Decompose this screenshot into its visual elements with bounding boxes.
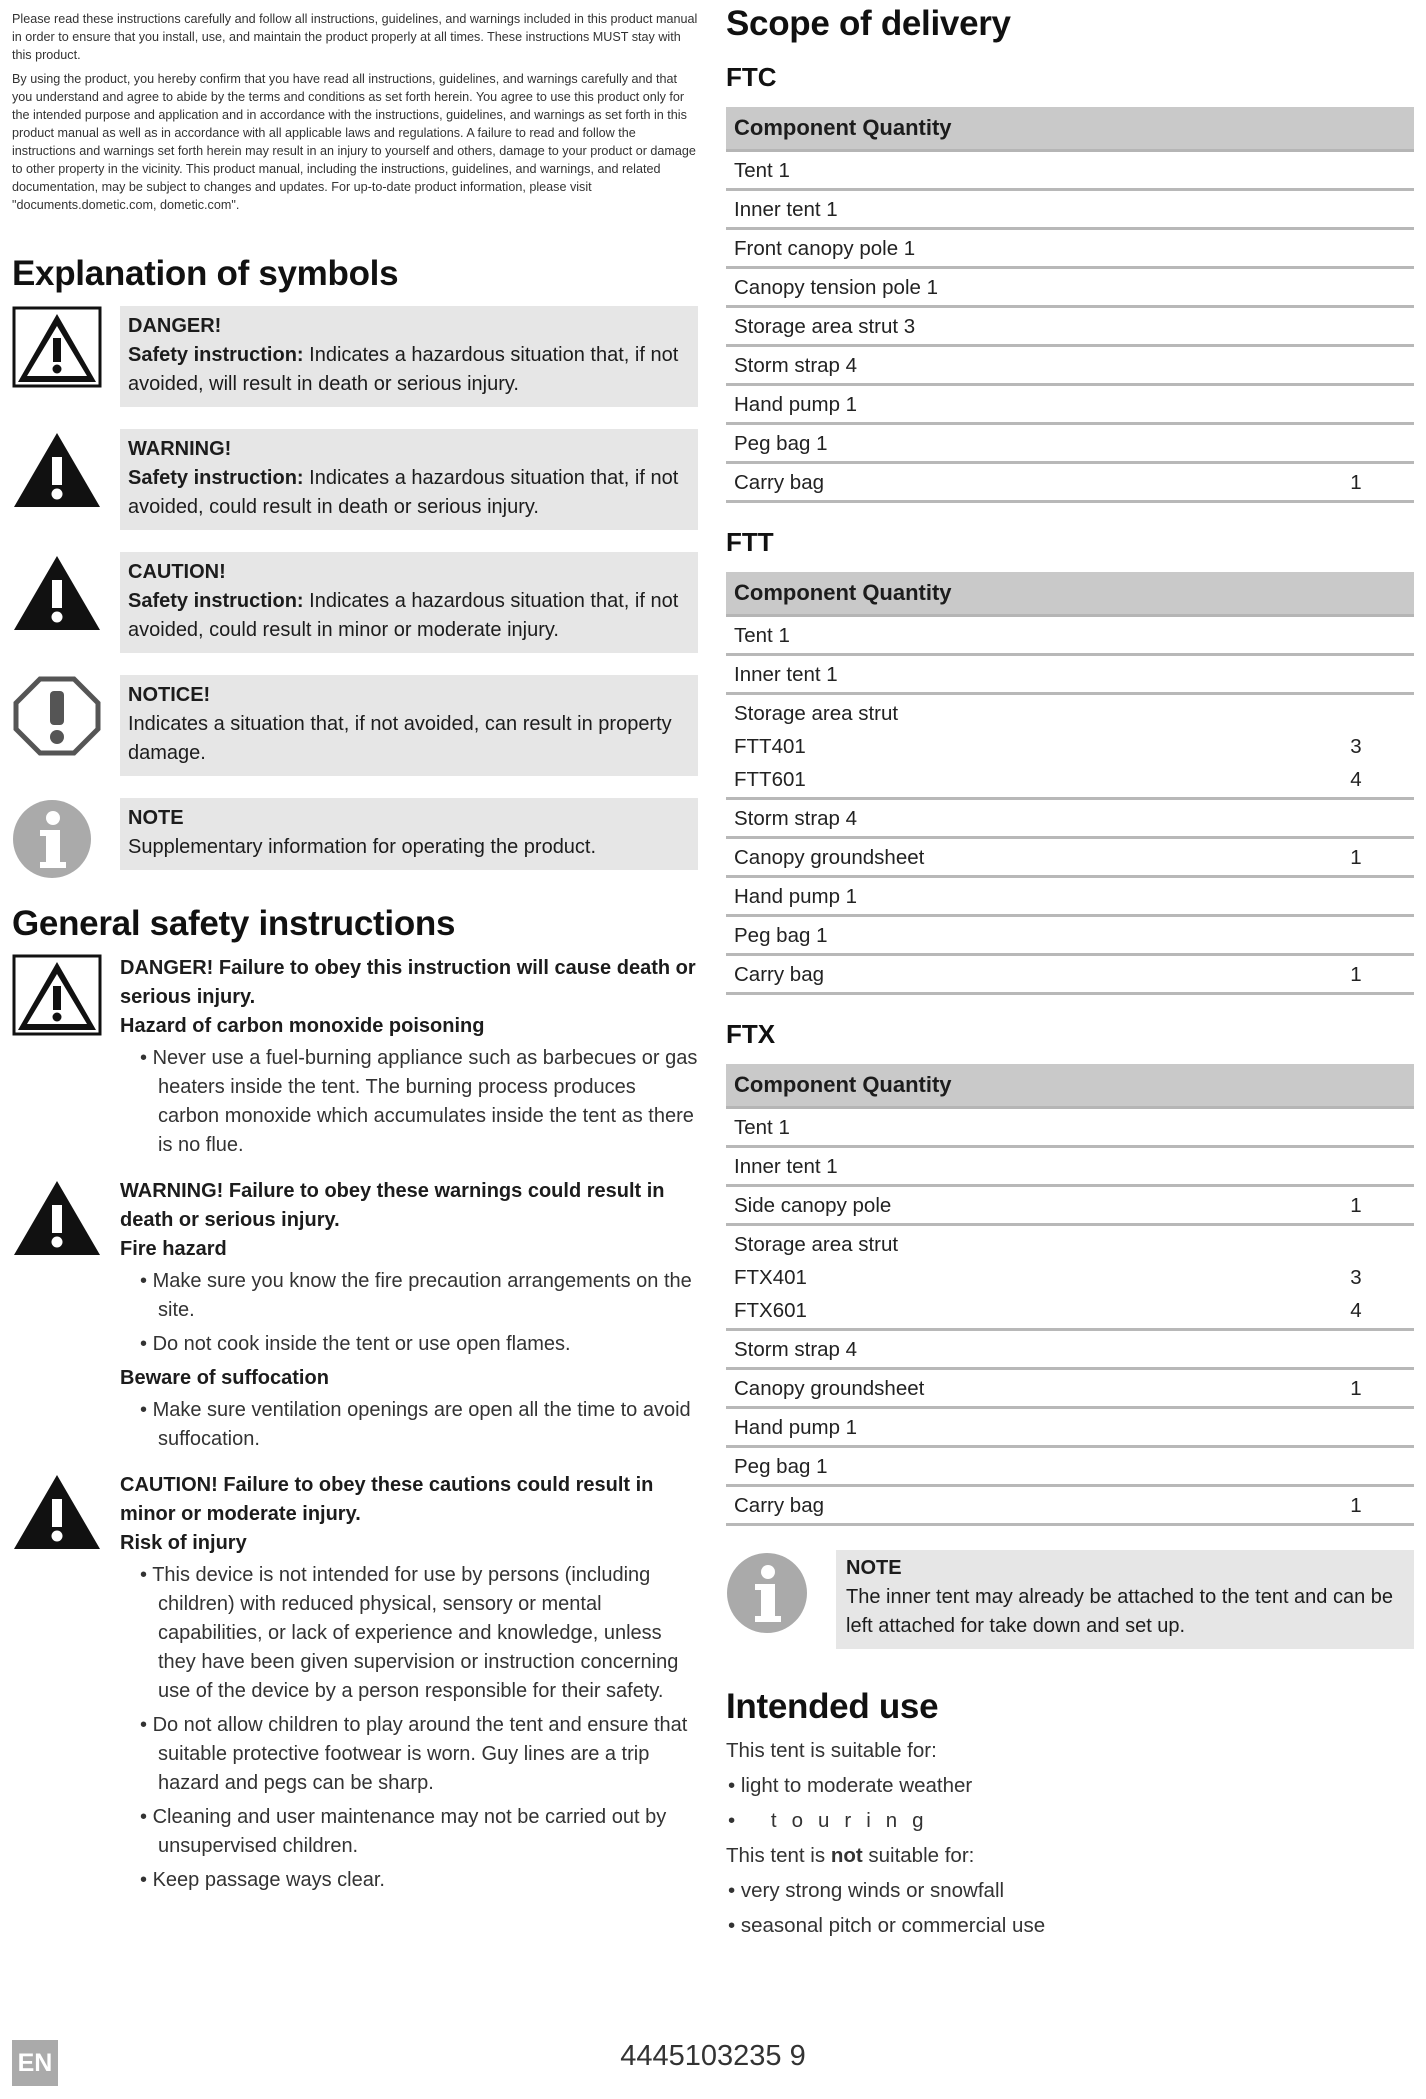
table-row [726, 617, 1414, 656]
table-row [726, 800, 1414, 839]
cell-component: Hand pump 1 [734, 393, 858, 416]
safety-warning-sub1: Fire hazard [120, 1238, 227, 1260]
safety-danger-bullet: • Never use a fuel-burning appliance such as barbecues or gas heaters inside the tent. The burning process produces carbon monoxide which accumulates inside the tent as there is no flue. [120, 1044, 698, 1160]
ftx-heading: FTX [726, 1019, 776, 1049]
cell-quantity [1306, 354, 1406, 378]
safety-warning [12, 1177, 698, 1459]
table-row [726, 464, 1414, 503]
cell-component: Carry bag [734, 471, 825, 494]
not-suitable-item-2: • seasonal pitch or commercial use [726, 1912, 1414, 1939]
table-row [726, 1148, 1414, 1187]
symbol-note-box [120, 798, 698, 870]
table-row [726, 695, 1414, 728]
ftc-table-header: Component Quantity [726, 107, 1414, 152]
intro-text [12, 10, 698, 214]
cell-quantity [1306, 432, 1406, 456]
table-row [726, 386, 1414, 425]
safety-caution-sub: Risk of injury [120, 1532, 247, 1554]
note-text: Supplementary information for operating the product. [128, 836, 597, 858]
table-row [726, 1109, 1414, 1148]
cell-component: Front canopy pole 1 [734, 237, 916, 260]
cell-component: FTT601 [734, 768, 806, 791]
symbol-danger [12, 306, 698, 407]
right-column [726, 4, 1414, 1947]
intended-use-heading: Intended use [726, 1687, 939, 1726]
caution-text: Indicates a hazardous situation that, if not avoided, could result in minor or moderate injury. [128, 590, 679, 641]
cell-quantity: 1 [1350, 471, 1362, 494]
cell-component: Storm strap 4 [734, 807, 858, 830]
cell-quantity: 4 [1350, 768, 1362, 791]
cell-quantity [1306, 315, 1406, 339]
table-row [726, 425, 1414, 464]
suitable-item-2: • touring [726, 1807, 1414, 1834]
table-row [726, 917, 1414, 956]
intended-use-section [726, 1737, 1414, 1939]
table-row [726, 761, 1414, 800]
table-row [726, 839, 1414, 878]
cell-component: Side canopy pole [734, 1194, 892, 1217]
not-suitable-intro [726, 1842, 1414, 1869]
ftx-table-header: Component Quantity [726, 1064, 1414, 1109]
caution-triangle-icon [12, 1471, 102, 1553]
danger-text: Indicates a hazardous situation that, if not avoided, will result in death or serious injury. [128, 344, 679, 395]
table-row [726, 308, 1414, 347]
cell-quantity [1306, 198, 1406, 222]
not-suitable-item-1: • very strong winds or snowfall [726, 1877, 1414, 1904]
suitable-intro: This tent is suitable for: [726, 1739, 937, 1762]
warning-head: WARNING! [128, 438, 232, 460]
ftt-table [726, 572, 1414, 995]
cell-component: Tent 1 [734, 624, 790, 647]
cell-component: Peg bag 1 [734, 432, 828, 455]
safety-caution-head: CAUTION! Failure to obey these cautions could result in minor or moderate injury. [120, 1474, 654, 1525]
cell-component: Tent 1 [734, 1116, 790, 1139]
cell-component: FTX601 [734, 1299, 807, 1322]
left-column [12, 10, 698, 1912]
cell-quantity: 1 [1350, 1194, 1362, 1217]
ftc-heading: FTC [726, 62, 777, 92]
symbol-caution-box [120, 552, 698, 653]
cell-component: Canopy groundsheet [734, 846, 925, 869]
warning-label: Safety instruction: [128, 467, 304, 489]
info-icon [12, 798, 102, 880]
suitable-item-1: • light to moderate weather [726, 1772, 1414, 1799]
cell-component: Canopy groundsheet [734, 1377, 925, 1400]
warning-triangle-icon [12, 429, 102, 511]
cell-quantity: 1 [1350, 1494, 1362, 1517]
cell-component: Canopy tension pole 1 [734, 276, 939, 299]
cell-component: FTT401 [734, 735, 806, 758]
scope-note-box [836, 1550, 1414, 1649]
table-row [726, 1331, 1414, 1370]
table-row [726, 269, 1414, 308]
symbol-caution [12, 552, 698, 653]
notice-text: Indicates a situation that, if not avoided, can result in property damage. [128, 713, 672, 764]
symbol-note [12, 798, 698, 880]
symbols-heading: Explanation of symbols [12, 254, 399, 293]
cell-quantity [1306, 159, 1406, 183]
safety-warning-body [120, 1177, 698, 1459]
ftc-table [726, 107, 1414, 503]
caution-triangle-icon [12, 552, 102, 634]
ftt-heading: FTT [726, 527, 774, 557]
safety-caution-bullet-4: • Keep passage ways clear. [120, 1866, 698, 1895]
cell-component: Storage area strut [734, 702, 899, 725]
ftt-table-header: Component Quantity [726, 572, 1414, 617]
cell-component: Peg bag 1 [734, 1455, 828, 1478]
not-suitable-pre: This tent is [726, 1844, 831, 1867]
symbol-warning [12, 429, 698, 530]
cell-quantity [1306, 237, 1406, 261]
cell-quantity: 3 [1350, 735, 1362, 758]
safety-warning-bullet-3: • Make sure ventilation openings are open all the time to avoid suffocation. [120, 1396, 698, 1454]
notice-octagon-icon [12, 675, 102, 757]
table-row [726, 1487, 1414, 1526]
table-row [726, 1226, 1414, 1259]
cell-component: Inner tent 1 [734, 1155, 838, 1178]
ftx-table [726, 1064, 1414, 1526]
caution-head: CAUTION! [128, 561, 226, 583]
table-row [726, 230, 1414, 269]
symbol-danger-box [120, 306, 698, 407]
table-row [726, 1259, 1414, 1292]
cell-component: Storage area strut [734, 1233, 899, 1256]
safety-caution-bullet-2: • Do not allow children to play around the tent and ensure that suitable protective footwear is worn. Guy lines are a trip hazard and pegs can be sharp. [120, 1711, 698, 1798]
not-suitable-bold: not [830, 1844, 863, 1867]
table-row [726, 878, 1414, 917]
table-row [726, 1370, 1414, 1409]
safety-caution [12, 1471, 698, 1900]
symbol-notice-box [120, 675, 698, 776]
cell-component: Carry bag [734, 963, 825, 986]
safety-warning-head: WARNING! Failure to obey these warnings could result in death or serious injury. [120, 1180, 665, 1231]
safety-warning-sub2: Beware of suffocation [120, 1367, 329, 1389]
ftc-table-body [726, 152, 1414, 503]
cell-component: Hand pump 1 [734, 1416, 858, 1439]
safety-caution-body [120, 1471, 698, 1900]
scope-note [726, 1550, 1414, 1649]
cell-component: Storage area strut 3 [734, 315, 916, 338]
cell-quantity: 3 [1350, 1266, 1362, 1289]
scope-note-text: The inner tent may already be attached to the tent and can be left attached for take down and set up. [846, 1586, 1394, 1637]
scope-heading: Scope of delivery [726, 4, 1011, 43]
not-suitable-post: suitable for: [862, 1844, 975, 1867]
safety-caution-bullet-3: • Cleaning and user maintenance may not be carried out by unsupervised children. [120, 1803, 698, 1861]
symbol-notice [12, 675, 698, 776]
danger-warning-icon [12, 306, 102, 388]
safety-caution-bullet-1: • This device is not intended for use by persons (including children) with reduced physical, sensory or mental capabilities, or lack of experience and knowledge, unless they have been given supervision or instruction concerning use of the device by a person responsible for their safety. [120, 1561, 698, 1706]
cell-component: Storm strap 4 [734, 1338, 858, 1361]
cell-quantity: 1 [1350, 963, 1362, 986]
info-icon [726, 1552, 808, 1634]
table-row [726, 152, 1414, 191]
safety-warning-bullet-2: • Do not cook inside the tent or use open flames. [120, 1330, 698, 1359]
cell-component: Peg bag 1 [734, 924, 828, 947]
cell-component: FTX401 [734, 1266, 807, 1289]
symbol-warning-box [120, 429, 698, 530]
safety-danger-body [120, 954, 698, 1165]
warning-triangle-icon [12, 1177, 102, 1259]
cell-quantity [1306, 393, 1406, 417]
table-row [726, 656, 1414, 695]
language-badge: EN [12, 2040, 58, 2086]
danger-warning-icon [12, 954, 102, 1036]
safety-danger [12, 954, 698, 1165]
table-row [726, 1292, 1414, 1331]
safety-danger-sub: Hazard of carbon monoxide poisoning [120, 1015, 485, 1037]
danger-head: DANGER! [128, 315, 222, 337]
cell-quantity: 4 [1350, 1299, 1362, 1322]
cell-component: Storm strap 4 [734, 354, 858, 377]
intro-paragraph-1: Please read these instructions carefully and follow all instructions, guidelines, and warnings included in this product manual in order to ensure that you install, use, and maintain the product properly at all times. These instructions MUST stay with this product. [12, 12, 698, 62]
safety-warning-bullet-1: • Make sure you know the fire precaution arrangements on the site. [120, 1267, 698, 1325]
table-row [726, 1448, 1414, 1487]
document-id: 4445103235 9 [620, 2040, 806, 2072]
scope-note-head: NOTE [846, 1557, 902, 1579]
safety-heading: General safety instructions [12, 904, 456, 943]
table-row [726, 191, 1414, 230]
warning-text: Indicates a hazardous situation that, if not avoided, could result in death or serious injury. [128, 467, 679, 518]
table-row [726, 347, 1414, 386]
cell-component: Inner tent 1 [734, 663, 838, 686]
table-row [726, 728, 1414, 761]
note-head: NOTE [128, 807, 184, 829]
cell-quantity: 1 [1350, 846, 1362, 869]
danger-label: Safety instruction: [128, 344, 304, 366]
table-row [726, 1409, 1414, 1448]
cell-component: Carry bag [734, 1494, 825, 1517]
table-row [726, 956, 1414, 995]
cell-quantity: 1 [1350, 1377, 1362, 1400]
intro-paragraph-2: By using the product, you hereby confirm that you have read all instructions, guidelines, and warnings carefully and that you understand and agree to abide by the terms and conditions as set forth herein. You agree to use this product only for the intended purpose and application and in accordance with the instructions, guidelines, and warnings as set forth in this product manual as well as in accordance with all applicable laws and regulations. A failure to read and follow the instructions and warnings set forth herein may result in an injury to yourself and others, damage to your product or damage to other property in the vicinity. This product manual, including the instructions, guidelines, and warnings, and related documentation, may be subject to changes and updates. For up-to-date product information, please visit "documents.dometic.com, dometic.com". [12, 72, 696, 212]
cell-quantity [1306, 276, 1406, 300]
safety-danger-head: DANGER! Failure to obey this instruction will cause death or serious injury. [120, 957, 696, 1008]
cell-component: Hand pump 1 [734, 885, 858, 908]
cell-component: Inner tent 1 [734, 198, 838, 221]
caution-label: Safety instruction: [128, 590, 304, 612]
table-row [726, 1187, 1414, 1226]
notice-head: NOTICE! [128, 684, 211, 706]
cell-component: Tent 1 [734, 159, 790, 182]
